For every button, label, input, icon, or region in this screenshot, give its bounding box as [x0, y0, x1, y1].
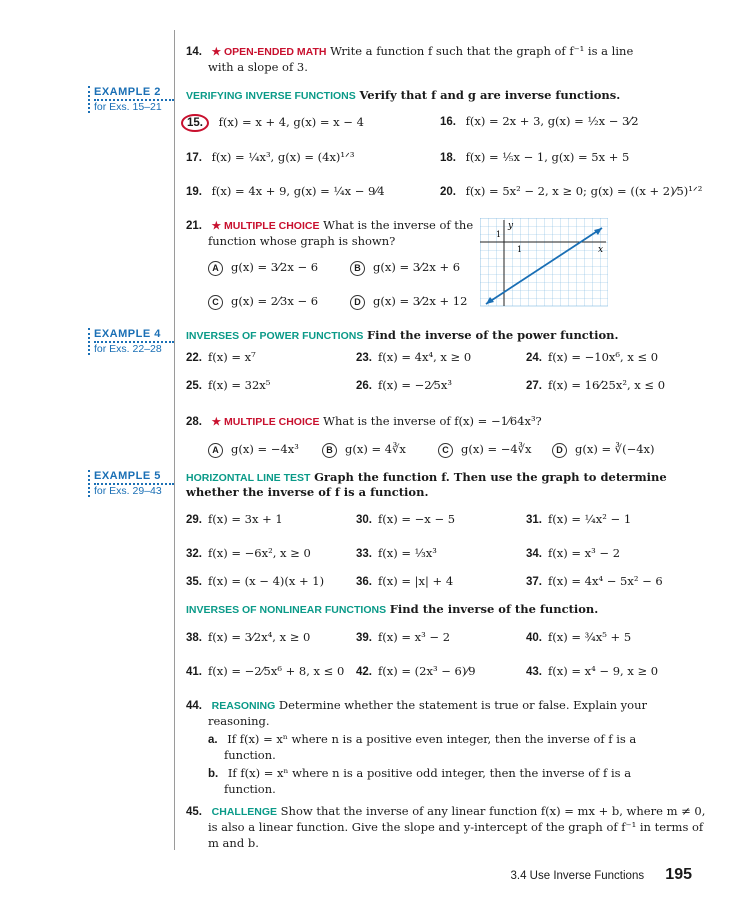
circled-exercise-number: 15.	[181, 114, 209, 132]
part-text: function.	[224, 782, 276, 796]
exercise-text: m and b.	[208, 836, 259, 850]
exercise-29	[186, 512, 283, 526]
exercise-text: with a slope of 3.	[208, 60, 308, 74]
choice-expression: g(x) = ∛(−4x)	[575, 442, 655, 456]
exercise-24	[526, 350, 658, 364]
example-2-ref	[88, 86, 174, 113]
exercise-expression: f(x) = (2x³ − 6)⁄9	[378, 664, 476, 678]
exercise-37	[526, 574, 663, 588]
exercise-16	[440, 114, 639, 128]
exercise-31	[526, 512, 631, 526]
exercise-expression: f(x) = x + 4, g(x) = x − 4	[218, 115, 364, 129]
exercise-text: What is the inverse of f(x) = −1⁄64x³?	[323, 414, 542, 428]
exercise-number: 26.	[356, 380, 372, 392]
exercise-expression: f(x) = x³ − 2	[548, 546, 621, 560]
line-graph	[480, 218, 608, 308]
exercise-28	[186, 414, 542, 428]
choice-a	[208, 260, 318, 276]
exercise-number: 37.	[526, 576, 542, 588]
exercise-number: 32.	[186, 548, 202, 560]
exercise-number: 43.	[526, 666, 542, 678]
example-range: for Exs. 22–28	[94, 343, 162, 355]
exercise-expression: f(x) = 3⁄2x⁴, x ≥ 0	[208, 630, 311, 644]
y-tick-label: 1	[496, 230, 502, 239]
exercise-text: function whose graph is shown?	[208, 234, 396, 248]
exercise-expression: f(x) = −2⁄5x⁶ + 8, x ≤ 0	[208, 664, 345, 678]
exercise-22	[186, 350, 256, 364]
choice-letter: D	[552, 443, 567, 458]
exercise-expression: f(x) = −10x⁶, x ≤ 0	[548, 350, 659, 364]
exercise-number: 27.	[526, 380, 542, 392]
exercise-expression: f(x) = 4x⁴ − 5x² − 6	[548, 574, 663, 588]
choice-expression: g(x) = 2⁄3x − 6	[231, 294, 319, 308]
margin-rule	[174, 30, 175, 850]
exercise-number: 23.	[356, 352, 372, 364]
exercise-expression: f(x) = 32x⁵	[208, 378, 271, 392]
exercise-number: 31.	[526, 514, 542, 526]
choice-28-d	[552, 442, 655, 458]
exercise-number: 25.	[186, 380, 202, 392]
choice-letter: A	[208, 443, 223, 458]
exercise-number: 33.	[356, 548, 372, 560]
choice-c	[208, 294, 318, 310]
page-footer	[511, 866, 693, 884]
section-instructions: Find the inverse of the power function.	[367, 328, 619, 342]
exercise-expression: f(x) = 5x² − 2, x ≥ 0; g(x) = ((x + 2)⁄5)¹ᐟ²	[465, 184, 703, 198]
exercise-20	[440, 184, 702, 198]
choice-letter: B	[350, 261, 365, 276]
exercise-26	[356, 378, 452, 392]
exercise-text: Show that the inverse of any linear function f(x) = mx + b, where m ≠ 0,	[280, 804, 706, 818]
choice-expression: g(x) = 3⁄2x − 6	[231, 260, 319, 274]
section-nonlinear	[186, 602, 598, 616]
exercise-expression: f(x) = x⁷	[208, 350, 256, 364]
section-head: INVERSES OF NONLINEAR FUNCTIONS	[186, 604, 387, 616]
exercise-expression: f(x) = ¾x⁵ + 5	[548, 630, 632, 644]
exercise-45	[186, 804, 705, 818]
exercise-expression: f(x) = ¼x³, g(x) = (4x)¹ᐟ³	[211, 150, 355, 164]
choice-28-b	[322, 442, 406, 458]
exercise-14	[186, 44, 633, 58]
exercise-expression: f(x) = ⅓x³	[378, 546, 437, 560]
page-number: 195	[665, 866, 692, 883]
choice-expression: g(x) = 4∛x	[345, 442, 406, 456]
exercise-expression: f(x) = ⅕x − 1, g(x) = 5x + 5	[465, 150, 630, 164]
section-verifying	[186, 88, 620, 102]
exercise-32	[186, 546, 311, 560]
exercise-number: 29.	[186, 514, 202, 526]
exercise-19	[186, 184, 385, 198]
choice-28-c	[438, 442, 532, 458]
choice-b	[350, 260, 460, 276]
exercise-text: is also a linear function. Give the slope and y-intercept of the graph of f⁻¹ in terms of	[208, 820, 704, 834]
choice-28-a	[208, 442, 299, 458]
exercise-number: 45.	[186, 806, 202, 818]
choice-d	[350, 294, 467, 310]
exercise-number: 17.	[186, 152, 202, 164]
exercise-number: 16.	[440, 116, 456, 128]
exercise-expression: f(x) = 3x + 1	[208, 512, 283, 526]
choice-letter: C	[438, 443, 453, 458]
part-label: a.	[208, 734, 218, 746]
exercise-number: 28.	[186, 416, 202, 428]
exercise-21	[186, 218, 473, 232]
exercise-number: 18.	[440, 152, 456, 164]
choice-expression: g(x) = 3⁄2x + 12	[373, 294, 468, 308]
part-text: If f(x) = xⁿ where n is a positive even integer, then the inverse of f is a	[227, 732, 637, 746]
exercise-44	[186, 698, 647, 712]
multiple-choice-tag: ★ MULTIPLE CHOICE	[211, 220, 320, 232]
example-range: for Exs. 15–21	[94, 101, 162, 113]
exercise-40	[526, 630, 631, 644]
challenge-tag: CHALLENGE	[211, 806, 277, 818]
exercise-43	[526, 664, 658, 678]
exercise-expression: f(x) = x⁴ − 9, x ≥ 0	[548, 664, 659, 678]
exercise-41	[186, 664, 344, 678]
section-instructions: whether the inverse of f is a function.	[186, 485, 429, 499]
exercise-17	[186, 150, 355, 164]
x-axis-label: x	[598, 245, 604, 255]
part-label: b.	[208, 768, 219, 780]
exercise-expression: f(x) = 4x + 9, g(x) = ¼x − 9⁄4	[211, 184, 385, 198]
exercise-expression: f(x) = −x − 5	[378, 512, 456, 526]
exercise-number: 41.	[186, 666, 202, 678]
exercise-34	[526, 546, 620, 560]
exercise-expression: f(x) = −2⁄5x³	[378, 378, 452, 392]
exercise-number: 38.	[186, 632, 202, 644]
exercise-expression: f(x) = 2x + 3, g(x) = ½x − 3⁄2	[465, 114, 639, 128]
exercise-number: 22.	[186, 352, 202, 364]
section-title: 3.4 Use Inverse Functions	[510, 870, 645, 882]
exercise-38	[186, 630, 310, 644]
exercise-27	[526, 378, 665, 392]
choice-letter: A	[208, 261, 223, 276]
choice-letter: D	[350, 295, 365, 310]
exercise-18	[440, 150, 629, 164]
exercise-33	[356, 546, 437, 560]
exercise-25	[186, 378, 270, 392]
reasoning-tag: REASONING	[211, 700, 276, 712]
example-5-ref	[88, 470, 174, 497]
exercise-number: 19.	[186, 186, 202, 198]
exercise-expression: f(x) = 4x⁴, x ≥ 0	[378, 350, 472, 364]
exercise-number: 39.	[356, 632, 372, 644]
x-tick-label: 1	[517, 245, 523, 254]
y-axis-label: y	[508, 221, 514, 231]
exercise-30	[356, 512, 455, 526]
exercise-number: 24.	[526, 352, 542, 364]
section-instructions: Verify that f and g are inverse functions.	[359, 88, 621, 102]
exercise-39	[356, 630, 450, 644]
exercise-number: 42.	[356, 666, 372, 678]
exercise-expression: f(x) = ¼x² − 1	[548, 512, 632, 526]
exercise-expression: f(x) = (x − 4)(x + 1)	[208, 574, 325, 588]
section-instructions: Find the inverse of the function.	[389, 602, 599, 616]
section-head: VERIFYING INVERSE FUNCTIONS	[186, 90, 356, 102]
exercise-number: 21.	[186, 220, 202, 232]
example-title: EXAMPLE 4	[94, 328, 174, 343]
example-title: EXAMPLE 5	[94, 470, 174, 485]
section-instructions: Graph the function f. Then use the graph to determine	[314, 470, 667, 484]
section-power	[186, 328, 619, 342]
exercise-42	[356, 664, 476, 678]
example-4-ref	[88, 328, 174, 355]
exercise-number: 44.	[186, 700, 202, 712]
section-head: HORIZONTAL LINE TEST	[186, 472, 311, 484]
exercise-expression: f(x) = x³ − 2	[378, 630, 451, 644]
choice-letter: C	[208, 295, 223, 310]
exercise-15	[186, 114, 364, 132]
exercise-expression: f(x) = 16⁄25x², x ≤ 0	[548, 378, 666, 392]
exercise-35	[186, 574, 324, 588]
exercise-number: 35.	[186, 576, 202, 588]
exercise-23	[356, 350, 471, 364]
example-range: for Exs. 29–43	[94, 485, 162, 497]
exercise-text: What is the inverse of the	[323, 218, 474, 232]
exercise-text: reasoning.	[208, 714, 270, 728]
exercise-expression: f(x) = |x| + 4	[378, 574, 454, 588]
exercise-number: 14.	[186, 46, 202, 58]
multiple-choice-tag: ★ MULTIPLE CHOICE	[211, 416, 320, 428]
exercise-text: Determine whether the statement is true or false. Explain your	[278, 698, 647, 712]
example-title: EXAMPLE 2	[94, 86, 174, 101]
exercise-number: 20.	[440, 186, 456, 198]
exercise-number: 30.	[356, 514, 372, 526]
exercise-expression: f(x) = −6x², x ≥ 0	[208, 546, 311, 560]
part-a	[208, 732, 636, 746]
part-text: function.	[224, 748, 276, 762]
choice-expression: g(x) = −4x³	[231, 442, 299, 456]
choice-expression: g(x) = −4∛x	[461, 442, 532, 456]
exercise-number: 34.	[526, 548, 542, 560]
exercise-number: 40.	[526, 632, 542, 644]
exercise-text: Write a function f such that the graph of f⁻¹ is a line	[330, 44, 634, 58]
part-b	[208, 766, 631, 780]
choice-expression: g(x) = 3⁄2x + 6	[373, 260, 461, 274]
section-head: INVERSES OF POWER FUNCTIONS	[186, 330, 364, 342]
exercise-36	[356, 574, 453, 588]
choice-letter: B	[322, 443, 337, 458]
part-text: If f(x) = xⁿ where n is a positive odd integer, then the inverse of f is a	[227, 766, 632, 780]
section-hlt	[186, 470, 667, 484]
open-ended-tag: ★ OPEN-ENDED MATH	[211, 46, 327, 58]
exercise-number: 36.	[356, 576, 372, 588]
